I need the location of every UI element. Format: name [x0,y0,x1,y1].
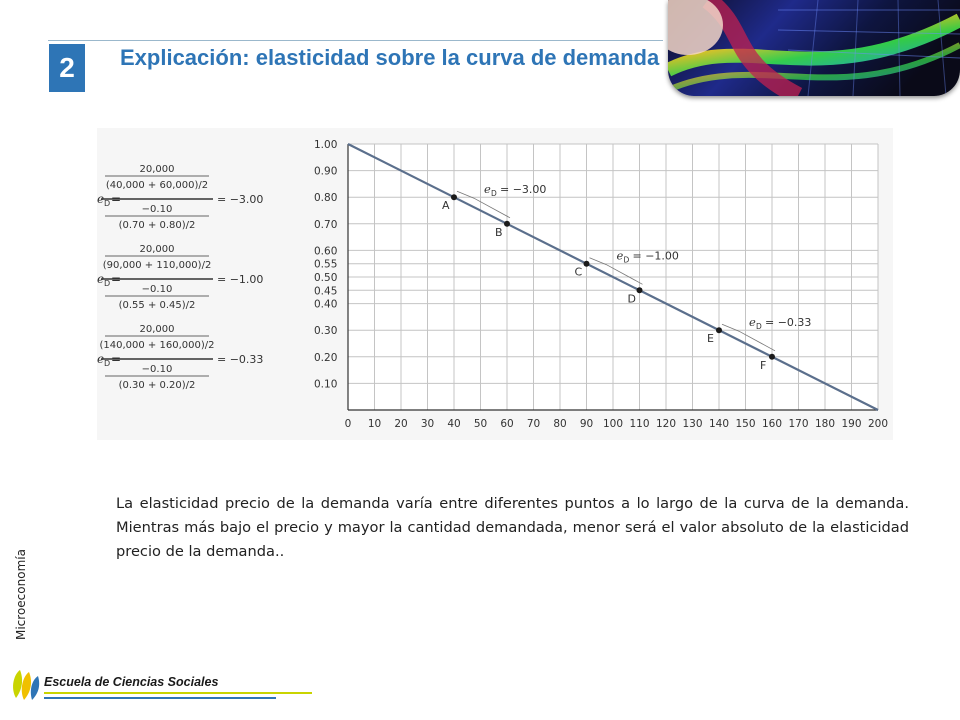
point-e [716,327,722,333]
formula-denominator: −0.10 [141,284,173,295]
y-tick-label: 0.55 [314,258,338,271]
annotation-ed-subscript: D [491,189,497,199]
footer-rule-green [44,692,312,694]
x-tick-label: 80 [553,418,567,430]
formula-ed-symbol: e [97,272,105,286]
formula-ed-subscript: D [104,199,111,208]
annotation-value: = −1.00 [632,249,679,263]
point-label-d: D [627,292,636,306]
formula-denominator: −0.10 [141,364,173,375]
elasticity-figure-svg [97,128,893,440]
x-tick-label: 160 [761,418,783,430]
y-tick-label: 0.70 [314,218,338,231]
x-tick-label: 150 [735,418,756,430]
annotation-ed-symbol: e [484,182,491,197]
x-tick-label: 50 [473,418,488,430]
x-tick-label: 70 [526,418,541,430]
decorative-header-image [668,0,960,96]
point-label-f: F [760,358,767,372]
x-tick-label: 110 [629,418,650,430]
formula-numerator: 20,000 [139,324,175,335]
x-tick-label: 90 [579,418,594,430]
point-label-b: B [495,225,503,239]
x-tick-label: 130 [682,418,703,430]
x-tick-label: 140 [708,418,730,430]
y-tick-label: 0.80 [314,192,338,205]
x-tick-label: 10 [367,418,382,430]
point-label-c: C [574,265,583,279]
y-tick-label: 0.45 [314,285,338,298]
y-tick-label: 0.90 [314,165,338,178]
point-c [584,261,590,267]
formula-ed-subscript: D [104,279,111,288]
formula-denominator-denominator: (0.55 + 0.45)/2 [118,300,196,311]
school-name: Escuela de Ciencias Sociales [44,675,219,689]
x-tick-label: 200 [867,418,889,430]
point-a [451,194,457,200]
formula-result: = −3.00 [217,193,264,206]
formula-ed-subscript: D [104,359,111,368]
point-d [637,287,643,293]
formula-numerator: 20,000 [139,164,175,175]
formula-ed-symbol: e [97,192,105,206]
formula-denominator-denominator: (0.30 + 0.20)/2 [118,380,196,391]
formula-numerator: 20,000 [139,244,175,255]
formula-denominator-denominator: (0.70 + 0.80)/2 [118,220,196,231]
formula-equals: = [111,192,122,206]
y-tick-label: 0.20 [314,351,338,364]
formula-numerator-denominator: (90,000 + 110,000)/2 [102,260,212,271]
x-tick-label: 60 [500,418,514,430]
x-tick-label: 100 [602,418,624,430]
x-tick-label: 30 [420,418,435,430]
point-label-e: E [707,332,714,346]
x-tick-label: 120 [655,418,677,430]
x-tick-label: 190 [841,418,862,430]
x-tick-label: 180 [814,418,836,430]
x-tick-label: 0 [344,418,352,430]
y-tick-label: 0.30 [314,325,338,338]
formula-denominator: −0.10 [141,204,173,215]
formula-equals: = [111,272,122,286]
course-side-label: Microeconomía [14,549,28,640]
leaf-logo-icon [10,668,44,702]
elasticity-figure [97,128,893,440]
title-rule [48,40,663,41]
y-tick-label: 1.00 [314,139,338,151]
explanation-paragraph: La elasticidad precio de la demanda varía entre diferentes puntos a lo largo de la curva de la demanda. Mientras más bajo el precio y mayor la cantidad demandada, menor será el valor absoluto de la elasticidad precio de la demanda.. [116,495,909,560]
x-tick-label: 40 [447,418,461,430]
formula-result: = −0.33 [217,353,264,366]
point-b [504,221,510,227]
formula-numerator-denominator: (40,000 + 60,000)/2 [105,180,209,191]
formula-ed-symbol: e [97,352,105,366]
y-tick-label: 0.10 [314,378,338,391]
point-label-a: A [442,199,450,213]
formula-result: = −1.00 [217,273,264,286]
y-tick-label: 0.50 [314,272,338,284]
y-tick-label: 0.60 [314,245,338,258]
annotation-ed-symbol: e [749,315,756,330]
annotation-ed-subscript: D [623,255,630,265]
annotation-ed-symbol: e [616,248,624,263]
point-f [769,354,775,360]
x-tick-label: 170 [788,418,809,430]
annotation-value: = −3.00 [500,183,547,197]
slide-number-badge: 2 [49,44,85,92]
slide-title: Explicación: elasticidad sobre la curva de demanda [120,45,660,70]
formula-equals: = [111,352,122,366]
footer-rule-blue [44,697,276,699]
formula-numerator-denominator: (140,000 + 160,000)/2 [99,340,215,351]
y-tick-label: 0.40 [314,298,338,311]
x-tick-label: 20 [394,418,408,430]
annotation-ed-subscript: D [756,322,762,332]
annotation-value: = −0.33 [765,316,812,330]
